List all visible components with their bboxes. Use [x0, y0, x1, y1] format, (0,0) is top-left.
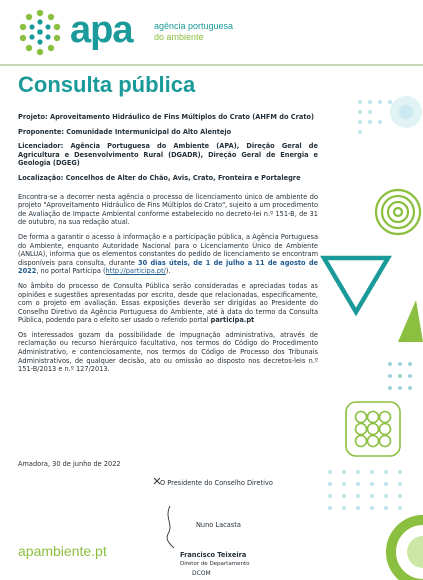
paragraph-access-text-2: , no portal Participa ( [36, 267, 106, 276]
signatory-role: Diretor de Departamento [180, 561, 250, 567]
rounded-square-grid-icon [346, 402, 400, 456]
concentric-circles-icon [376, 190, 420, 234]
projeto-field [18, 113, 318, 122]
localizacao-value: Concelhos de Alter do Chão, Avis, Crato, Fronteira e Portalegre [65, 173, 301, 182]
triangle-icon [324, 258, 423, 342]
proponente-value: Comunidade Intermunicipal do Alto Alentejo [66, 127, 232, 136]
header-divider [0, 64, 423, 66]
signatory-name: Francisco Teixeira [180, 551, 247, 559]
paragraph-access-text: De forma a garantir o acesso à informação e a participação pública, a Agência Portuguesa do Ambiente, enquanto Autoridade Nacional para o Licenciamento Único de Ambiente (ANLUA), informa que os elementos constantes do pedido de licenciamento se encontram disponíveis para consulta, durante [18, 232, 318, 267]
signature-on-behalf: O Presidente do Conselho Diretivo [160, 479, 273, 487]
brand-subtitle-line1: agência portuguesa [154, 21, 234, 31]
document-date: Amadora, 30 de junho de 2022 [18, 460, 121, 468]
participa-portal-name: participa.pt [210, 316, 255, 325]
signature-president-name: Nuno Lacasta [196, 521, 241, 529]
dot-cluster-top-icon [358, 96, 422, 134]
proponente-field [18, 128, 318, 137]
localizacao-field [18, 174, 318, 183]
footer-url: apambiente.pt [18, 543, 107, 559]
paragraph-impugnation: Os interessados gozam da possibilidade de impugnação administrativa, através de reclamação ou recurso hierárquico facultativo, nos termos do Código do Procedimento Administrativo, e contenciosamente, nos termos do Código de Processo dos Tribunais Administrativos, de qualquer decisão, ato ou omissão ao disposto nos decretos-leis n.º 151-B/2013 e n.º 127/2013. [18, 330, 318, 374]
document-body [18, 113, 318, 380]
brand-subtitle-line2: do ambiente [154, 32, 204, 42]
brand-wordmark: apa [70, 9, 133, 51]
apa-logo-icon [16, 8, 64, 56]
projeto-value: Aproveitamento Hidráulico de Fins Múltiplos do Crato (AHFM do Crato) [49, 113, 315, 121]
licenciador-value: Agência Portuguesa do Ambiente (APA), Direção Geral de Agricultura e Desenvolvimento Rural (DGADR), Direção Geral de Energia e Geologia (DGEG) [18, 142, 319, 168]
dot-grid-bottom-icon [328, 470, 402, 510]
paragraph-access-text-3: ). [165, 267, 171, 276]
paragraph-opinions-text: No âmbito do processo de Consulta Pública serão consideradas e apreciadas todas as opiniões e sugestões apresentadas por escrito, desde que relacionadas, especificamente, com o projeto em avaliação. Essas exposições deverão ser dirigidas ao Presidente do Conselho Diretivo da Agência Portuguesa do Ambiente, até à data do termo da Consulta Pública, podendo para o efeito ser usado o referido portal [18, 281, 318, 325]
paragraph-intro: Encontra-se a decorrer nesta agência o processo de licenciamento único de ambiente do projeto "Aproveitamento Hidráulico de Fins Múltiplos do Crato", sujeito a um procedimento de Avaliação de Impacte Ambiental conforme estabelecido no decreto-lei n.º 151-B, de 31 de outubro, na sua redação atual. [18, 192, 318, 227]
proponente-label: Proponente: [18, 127, 64, 136]
participa-link[interactable]: http://participa.pt/ [105, 267, 166, 276]
brand-subtitle [154, 21, 233, 43]
paragraph-access [18, 233, 318, 276]
licenciador-field [18, 142, 318, 168]
half-circle-icon [391, 520, 423, 580]
dot-grid-middle-icon [388, 362, 412, 390]
projeto-label: Projeto: [18, 113, 48, 121]
paragraph-opinions [18, 282, 318, 325]
consultation-period: 30 dias úteis, de 1 de julho a 11 de agosto de 2022 [18, 258, 319, 276]
page-title: Consulta pública [18, 72, 196, 97]
signatory-department: DCOM [192, 570, 211, 577]
licenciador-label: Licenciador: [18, 142, 64, 151]
decorative-shapes [320, 80, 423, 580]
header [16, 8, 256, 56]
localizacao-label: Localização: [18, 173, 64, 182]
